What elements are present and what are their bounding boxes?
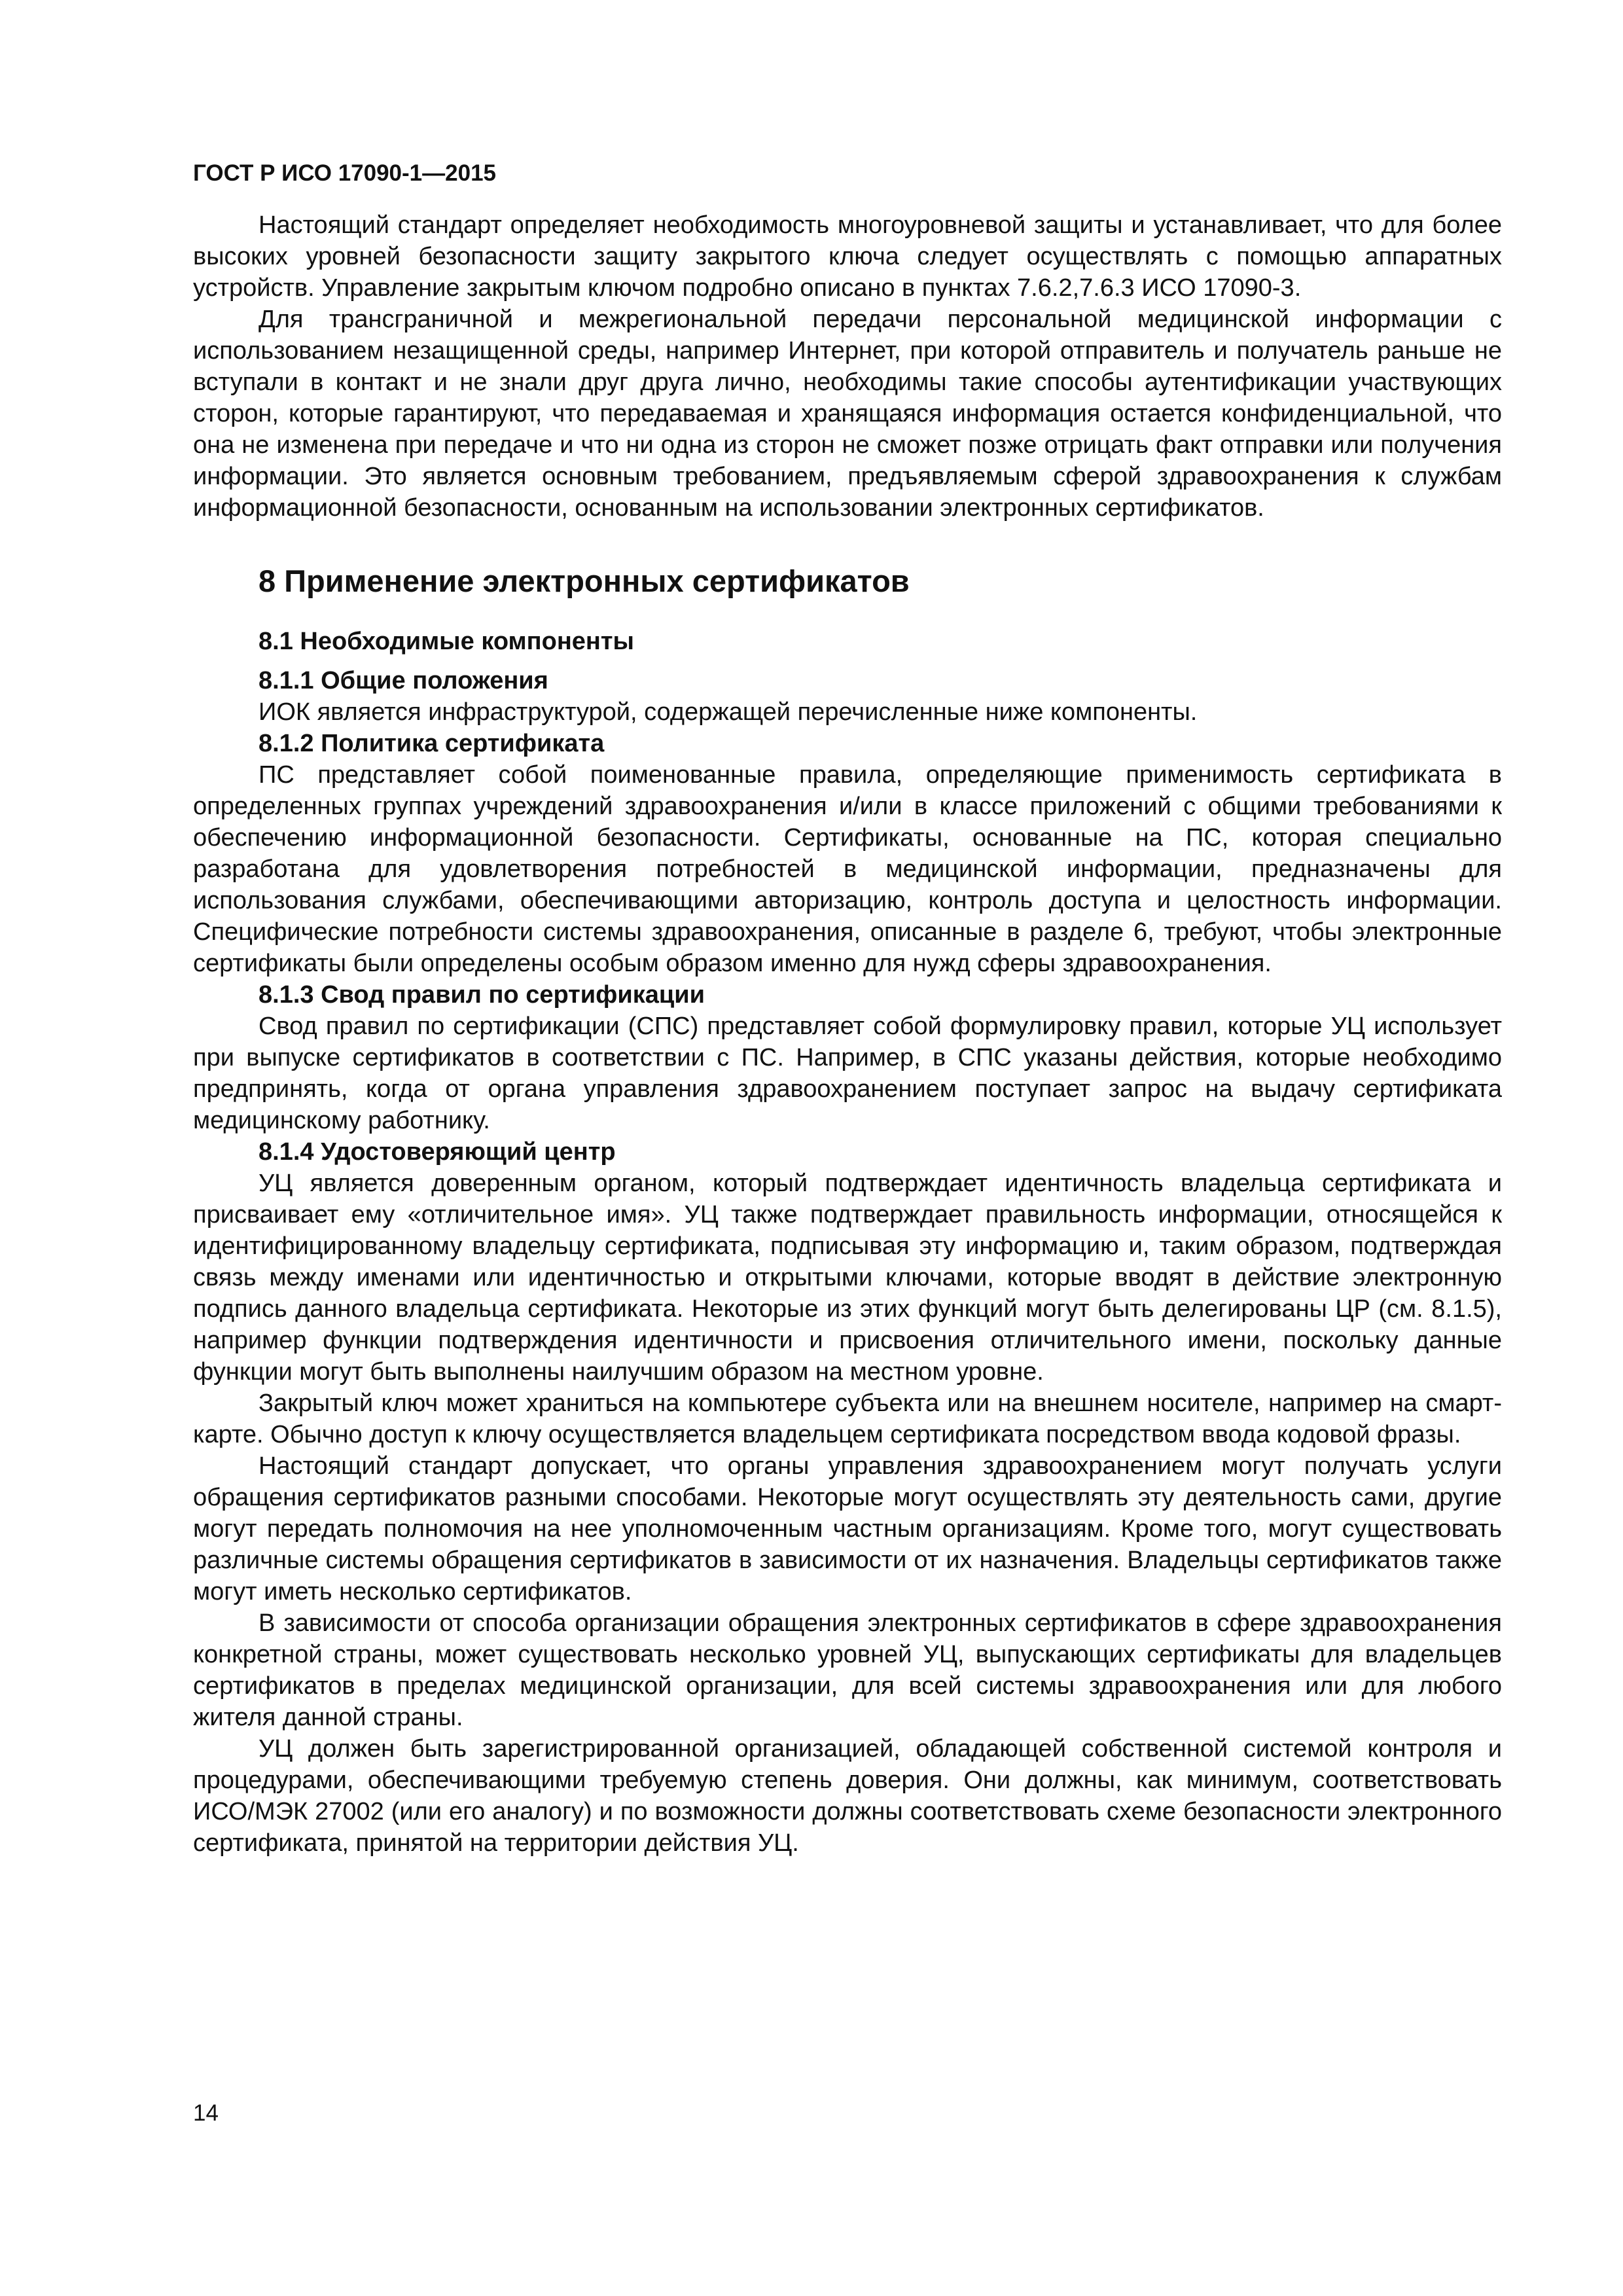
section-8-1-3-heading: 8.1.3 Свод правил по сертификации bbox=[259, 981, 705, 1009]
section-8-1-4-paragraph-1: УЦ является доверенным органом, который подтверждает идентичность владельца сертификата и присваивает ему «отличительное имя». УЦ также подтверждает правильность информации, относящейся к идентифицированному владельцу сертификата, подписывая эту информацию и, таким образом, подтверждая связь между именами или идентичностью и открытыми ключами, которые вводят в действие электронную подпись данного владельца сертификата. Некоторые из этих функций могут быть делегированы ЦР (см. 8.1.5), например функции подтверждения идентичности и присвоения отличительного имени, поскольку данные функции могут быть выполнены наилучшим образом на местном уровне. bbox=[193, 1170, 1502, 1386]
page-number: 14 bbox=[193, 2100, 219, 2126]
intro-paragraph-1: Настоящий стандарт определяет необходимость многоуровневой защиты и устанавливает, что для более высоких уровней безопасности защиту закрытого ключа следует осуществлять с помощью аппаратных устройств. Управление закрытым ключом подробно описано в пунктах 7.6.2,7.6.3 ИСО 17090-3. bbox=[193, 211, 1502, 302]
section-8-1-1-paragraph: ИОК является инфраструктурой, содержащей перечисленные ниже компоненты. bbox=[259, 698, 1198, 726]
intro-paragraph-2: Для трансграничной и межрегиональной передачи персональной медицинской информации с использованием незащищенной среды, например Интернет, при которой отправитель и получатель раньше не вступали в контакт и не знали друг друга лично, необходимы такие способы аутентификации участвующих сторон, которые гарантируют, что передаваемая и хранящаяся информация остается конфиденциальной, что она не изменена при передаче и что ни одна из сторон не сможет позже отрицать факт отправки или получения информации. Это является основным требованием, предъявляемым сферой здравоохранения к службам информационной безопасности, основанным на использовании электронных сертификатов. bbox=[193, 306, 1502, 522]
section-8-1-1-heading: 8.1.1 Общие положения bbox=[259, 667, 548, 694]
section-8-1-2-paragraph: ПС представляет собой поименованные правила, определяющие применимость сертификата в определенных группах учреждений здравоохранения и/или в классе приложений с общими требованиями к обеспечению информационной безопасности. Сертификаты, основанные на ПС, которая специально разработана для удовлетворения потребностей в медицинской информации, предназначены для использования службами, обеспечивающими авторизацию, контроль доступа и целостность информации. Специфические потребности системы здравоохранения, описанные в разделе 6, требуют, чтобы электронные сертификаты были определены особым образом именно для нужд сферы здравоохранения. bbox=[193, 761, 1502, 977]
document-page bbox=[193, 157, 1502, 1859]
section-8-1-2-heading: 8.1.2 Политика сертификата bbox=[259, 730, 605, 757]
section-8-1-4-heading: 8.1.4 Удостоверяющий центр bbox=[259, 1138, 616, 1166]
section-8-1-heading: 8.1 Необходимые компоненты bbox=[259, 628, 634, 655]
section-8-heading: 8 Применение электронных сертификатов bbox=[259, 564, 910, 598]
section-8-1-4-paragraph-3: Настоящий стандарт допускает, что органы управления здравоохранением могут получать услуги обращения сертификатов разными способами. Некоторые могут осуществлять эту деятельность сами, другие могут передать полномочия на нее уполномоченным частным организациям. Кроме того, могут существовать различные системы обращения сертификатов в зависимости от их назначения. Владельцы сертификатов также могут иметь несколько сертификатов. bbox=[193, 1452, 1502, 1605]
section-8-1-4-paragraph-2: Закрытый ключ может храниться на компьютере субъекта или на внешнем носителе, например на смарт-карте. Обычно доступ к ключу осуществляется владельцем сертификата посредством ввода кодовой фразы. bbox=[193, 1390, 1502, 1448]
section-8-1-3-paragraph: Свод правил по сертификации (СПС) представляет собой формулировку правил, которые УЦ использует при выпуске сертификатов в соответствии с ПС. Например, в СПС указаны действия, которые необходимо предпринять, когда от органа управления здравоохранением поступает запрос на выдачу сертификата медицинскому работнику. bbox=[193, 1013, 1502, 1134]
section-8-1-4-paragraph-5: УЦ должен быть зарегистрированной организацией, обладающей собственной системой контроля и процедурами, обеспечивающими требуемую степень доверия. Они должны, как минимум, соответствовать ИСО/МЭК 27002 (или его аналогу) и по возможности должны соответствовать схеме безопасности электронного сертификата, принятой на территории действия УЦ. bbox=[193, 1735, 1502, 1857]
section-8-1-4-paragraph-4: В зависимости от способа организации обращения электронных сертификатов в сфере здравоохранения конкретной страны, может существовать несколько уровней УЦ, выпускающих сертификаты для владельцев сертификатов в пределах медицинской организации, для всей системы здравоохранения или для любого жителя данной страны. bbox=[193, 1609, 1502, 1731]
document-header-id: ГОСТ Р ИСО 17090-1—2015 bbox=[193, 160, 496, 186]
